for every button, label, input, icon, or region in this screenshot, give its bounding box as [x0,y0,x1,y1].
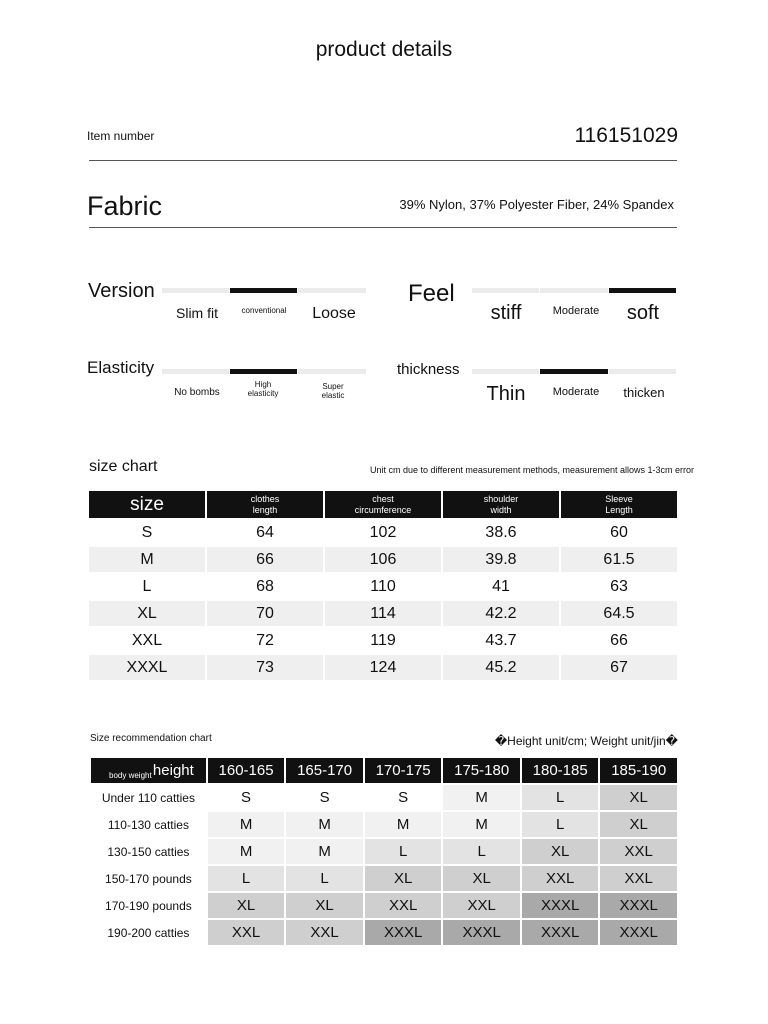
recommendation-cell: XXXL [600,920,677,945]
table-cell: 124 [325,655,441,680]
recommendation-cell: XXXL [522,893,599,918]
table-cell: 72 [256,631,274,649]
fabric-label: Fabric [87,191,163,221]
item-number-label: Item number [87,129,155,143]
recommendation-cell: XXXL [522,920,599,945]
recommendation-cell: XXXL [600,893,677,918]
table-cell: M [89,547,205,572]
table-cell: 61.5 [561,547,677,572]
table-row [89,547,677,572]
recommendation-cell: XL [522,839,599,864]
table-cell: 38.6 [485,523,517,541]
recommendation-cell: L [522,812,599,837]
height-header: 165-170 [286,758,363,783]
version-option-1: Slim fit [176,305,218,321]
version-option-3: Loose [312,305,356,322]
recommendation-cell: M [208,812,285,837]
recommendation-cell: M [443,812,520,837]
clothes-length-header [207,491,323,518]
height-header: 185-190 [600,758,677,783]
shoulder-width-header [443,491,559,518]
table-cell: 43.7 [485,631,517,649]
table-cell: S [141,523,153,541]
thickness-bar-segment-2 [540,369,608,374]
table-row [91,812,677,837]
elasticity-option-2: High elasticity [247,380,279,399]
chest-circumference-header [325,491,441,518]
height-header: 175-180 [443,758,520,783]
feel-bar-segment-1 [472,288,539,293]
elasticity-bar-segment-2 [230,369,297,374]
feel-bar-segment-2 [540,288,608,293]
recommendation-cell: XXL [522,866,599,891]
table-cell: 102 [369,523,397,541]
table-row [91,920,677,945]
size-chart-note: Unit cm due to different measurement methods, measurement allows 1-3cm error [370,465,694,475]
weight-label: 150-170 pounds [91,866,206,891]
table-cell: 64.5 [561,601,677,626]
fabric-value: 39% Nylon, 37% Polyester Fiber, 24% Spandex [399,197,674,212]
height-header: 170-175 [365,758,442,783]
thickness-bar-segment-1 [472,369,539,374]
recommendation-cell: L [365,839,442,864]
recommendation-cell: S [208,785,285,810]
feel-option-2: Moderate [552,305,600,317]
elasticity-bar-segment-3 [298,369,366,374]
divider [89,160,677,161]
feel-title: Feel [408,280,455,307]
table-cell: 110 [370,577,396,595]
header-line-1: clothes [250,493,280,504]
weight-label: 190-200 catties [91,920,206,945]
recommendation-cell: XL [600,785,677,810]
recommendation-cell: XXXL [365,920,442,945]
weight-label: 110-130 catties [91,812,206,837]
recommendation-unit-note: �Height unit/cm; Weight unit/jin� [494,734,678,748]
thickness-option-3: thicken [623,385,665,400]
recommendation-cell: L [208,866,285,891]
table-cell: 60 [610,523,628,541]
table-row [89,628,677,653]
table-row [89,601,677,626]
version-bar-segment-2 [230,288,297,293]
recommendation-cell: XL [365,866,442,891]
elasticity-title: Elasticity [87,358,155,377]
table-cell: XXXL [89,655,205,680]
feel-option-1: stiff [490,302,522,324]
elasticity-option-3: Super elastic [321,382,345,401]
table-cell: 66 [207,547,323,572]
header-line-2: circumference [354,504,412,515]
size-chart-title: size chart [89,458,158,475]
size-header-label: size [130,493,164,515]
version-title: Version [88,280,155,302]
table-row [91,839,677,864]
size-chart-table [87,489,679,682]
weight-label: 130-150 catties [91,839,206,864]
table-cell: 70 [207,601,323,626]
size-header [89,491,205,518]
header-line-1: Sleeve [605,493,633,504]
height-header: 180-185 [522,758,599,783]
recommendation-cell: L [443,839,520,864]
height-header: 160-165 [208,758,285,783]
weight-label: 170-190 pounds [91,893,206,918]
table-cell: 39.8 [443,547,559,572]
thickness-bar-segment-3 [609,369,676,374]
table-cell: 63 [610,577,628,595]
version-bar-segment-3 [298,288,366,293]
table-cell: 67 [561,655,677,680]
recommendation-cell: XXL [443,893,520,918]
recommendation-cell: XXL [600,866,677,891]
table-row [89,655,677,680]
page-title: product details [315,38,453,61]
table-cell: 73 [207,655,323,680]
recommendation-cell: XL [286,893,363,918]
recommendation-cell: M [286,839,363,864]
recommendation-cell: XL [600,812,677,837]
thickness-option-2: Moderate [552,386,600,398]
feel-bar-segment-3 [609,288,676,293]
recommendation-cell: XXL [286,920,363,945]
recommendation-cell: XXL [365,893,442,918]
header-line-2: length [252,504,278,515]
table-cell: 64 [256,523,274,541]
recommendation-cell: L [286,866,363,891]
version-bar-segment-1 [162,288,229,293]
divider [89,227,677,228]
item-number-value: 116151029 [574,124,678,147]
recommendation-cell: S [286,785,363,810]
feel-option-3: soft [626,302,660,324]
recommendation-corner-header [91,758,206,783]
weight-label: Under 110 catties [91,785,206,810]
recommendation-title: Size recommendation chart [90,733,212,744]
corner-height-label: height [152,762,194,779]
table-row [91,866,677,891]
recommendation-cell: XXL [208,920,285,945]
table-cell: 66 [610,631,628,649]
recommendation-table [89,756,679,947]
table-cell: 41 [492,577,510,595]
table-row [89,520,677,545]
table-cell: 68 [256,577,274,595]
recommendation-cell: M [365,812,442,837]
elasticity-option-1: No bombs [174,387,220,398]
recommendation-cell: M [208,839,285,864]
table-cell: 45.2 [443,655,559,680]
recommendation-cell: L [522,785,599,810]
size-chart-header-row [89,491,677,518]
table-row [91,785,677,810]
recommendation-cell: M [286,812,363,837]
header-line-2: width [490,504,512,515]
recommendation-cell: S [365,785,442,810]
corner-weight-label: body weight [109,771,152,780]
header-line-2: Length [605,504,633,515]
table-cell: 42.2 [443,601,559,626]
recommendation-cell: XXL [600,839,677,864]
recommendation-cell: XXXL [443,920,520,945]
header-line-1: chest [372,493,394,504]
table-cell: 114 [325,601,441,626]
version-option-2: conventional [241,306,287,315]
table-row [89,574,677,599]
recommendation-cell: XL [443,866,520,891]
table-cell: L [142,577,152,595]
thickness-option-1: Thin [486,383,526,405]
recommendation-cell: XL [208,893,285,918]
recommendation-cell: M [443,785,520,810]
table-cell: 106 [325,547,441,572]
table-cell: XXL [131,631,163,649]
sleeve-length-header [561,491,677,518]
table-cell: XL [89,601,205,626]
thickness-title: thickness [397,361,460,378]
header-line-1: shoulder [483,493,519,504]
table-cell: 119 [370,631,396,649]
recommendation-header-row [91,758,677,783]
table-row [91,893,677,918]
elasticity-bar-segment-1 [162,369,229,374]
